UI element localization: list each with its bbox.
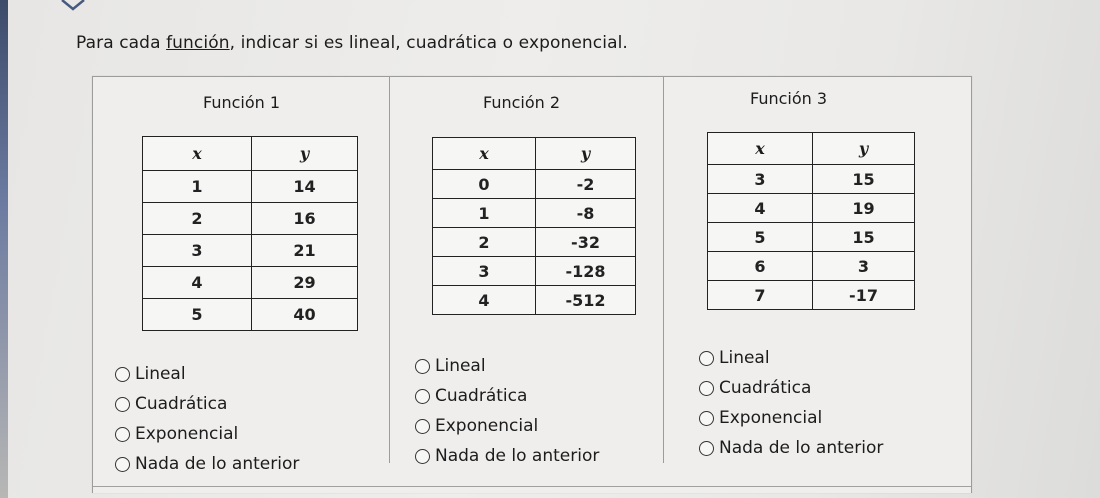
cell-x: 4	[708, 194, 813, 223]
function-2-title: Función 2	[483, 93, 561, 112]
header-x: x	[708, 133, 813, 165]
option-label: Cuadrática	[719, 378, 812, 398]
cell-y: -8	[536, 199, 636, 228]
cell-x: 4	[143, 267, 252, 299]
cell-y: -32	[536, 228, 636, 257]
function-1-table	[142, 136, 358, 331]
option-label: Cuadrática	[135, 394, 228, 414]
cell-x: 0	[433, 170, 536, 199]
function-1-title: Función 1	[203, 93, 281, 112]
cell-y: -512	[536, 286, 636, 315]
option-label: Exponencial	[135, 424, 239, 444]
cell-x: 2	[143, 203, 252, 235]
option-lineal[interactable]	[115, 359, 299, 389]
left-window-strip	[0, 0, 8, 498]
cell-y: 15	[813, 223, 915, 252]
function-2-options	[415, 351, 599, 471]
cell-y: 14	[252, 171, 358, 203]
cell-y: 16	[252, 203, 358, 235]
frame-bottom-line	[93, 486, 971, 487]
radio-button[interactable]	[415, 359, 430, 374]
cell-x: 7	[708, 281, 813, 310]
radio-button[interactable]	[699, 351, 714, 366]
cell-y: 29	[252, 267, 358, 299]
cell-x: 3	[143, 235, 252, 267]
option-label: Exponencial	[435, 416, 539, 436]
option-nada[interactable]	[699, 433, 883, 463]
cell-y: 21	[252, 235, 358, 267]
chevron-down-icon[interactable]	[58, 0, 88, 16]
cell-x: 5	[143, 299, 252, 331]
instruction-after: , indicar si es lineal, cuadrática o exponencial.	[229, 33, 628, 53]
option-cuadratica[interactable]	[115, 389, 299, 419]
cell-y: -17	[813, 281, 915, 310]
cell-x: 1	[143, 171, 252, 203]
radio-button[interactable]	[115, 367, 130, 382]
cell-x: 2	[433, 228, 536, 257]
option-label: Lineal	[719, 348, 770, 368]
option-label: Cuadrática	[435, 386, 528, 406]
option-cuadratica[interactable]	[699, 373, 883, 403]
cell-y: -2	[536, 170, 636, 199]
option-label: Exponencial	[719, 408, 823, 428]
column-divider	[389, 77, 390, 463]
option-lineal[interactable]	[415, 351, 599, 381]
function-1-options	[115, 359, 299, 479]
radio-button[interactable]	[699, 411, 714, 426]
option-lineal[interactable]	[699, 343, 883, 373]
radio-button[interactable]	[415, 389, 430, 404]
option-label: Lineal	[135, 364, 186, 384]
option-nada[interactable]	[115, 449, 299, 479]
cell-x: 3	[708, 165, 813, 194]
header-x: x	[433, 138, 536, 170]
instruction-text	[76, 33, 628, 53]
radio-button[interactable]	[115, 397, 130, 412]
cell-x: 3	[433, 257, 536, 286]
radio-button[interactable]	[415, 419, 430, 434]
option-exponencial[interactable]	[415, 411, 599, 441]
function-3-options	[699, 343, 883, 463]
cell-y: -128	[536, 257, 636, 286]
radio-button[interactable]	[115, 457, 130, 472]
option-label: Lineal	[435, 356, 486, 376]
cell-x: 4	[433, 286, 536, 315]
instruction-before: Para cada	[76, 33, 167, 53]
cell-y: 40	[252, 299, 358, 331]
funcion-link[interactable]: función	[166, 33, 230, 53]
cell-y: 3	[813, 252, 915, 281]
cell-y: 19	[813, 194, 915, 223]
radio-button[interactable]	[699, 441, 714, 456]
option-exponencial[interactable]	[699, 403, 883, 433]
option-label: Nada de lo anterior	[135, 454, 300, 474]
cell-x: 6	[708, 252, 813, 281]
option-exponencial[interactable]	[115, 419, 299, 449]
column-divider	[663, 77, 664, 463]
header-x: x	[143, 137, 252, 171]
question-frame	[92, 76, 972, 493]
header-y: y	[536, 138, 636, 170]
header-y: y	[813, 133, 915, 165]
cell-x: 1	[433, 199, 536, 228]
function-3-table	[707, 132, 915, 310]
header-y: y	[252, 137, 358, 171]
option-label: Nada de lo anterior	[435, 446, 600, 466]
option-cuadratica[interactable]	[415, 381, 599, 411]
radio-button[interactable]	[415, 449, 430, 464]
function-3-title: Función 3	[750, 89, 828, 108]
function-2-table	[432, 137, 636, 315]
cell-x: 5	[708, 223, 813, 252]
cell-y: 15	[813, 165, 915, 194]
radio-button[interactable]	[115, 427, 130, 442]
option-nada[interactable]	[415, 441, 599, 471]
radio-button[interactable]	[699, 381, 714, 396]
option-label: Nada de lo anterior	[719, 438, 884, 458]
